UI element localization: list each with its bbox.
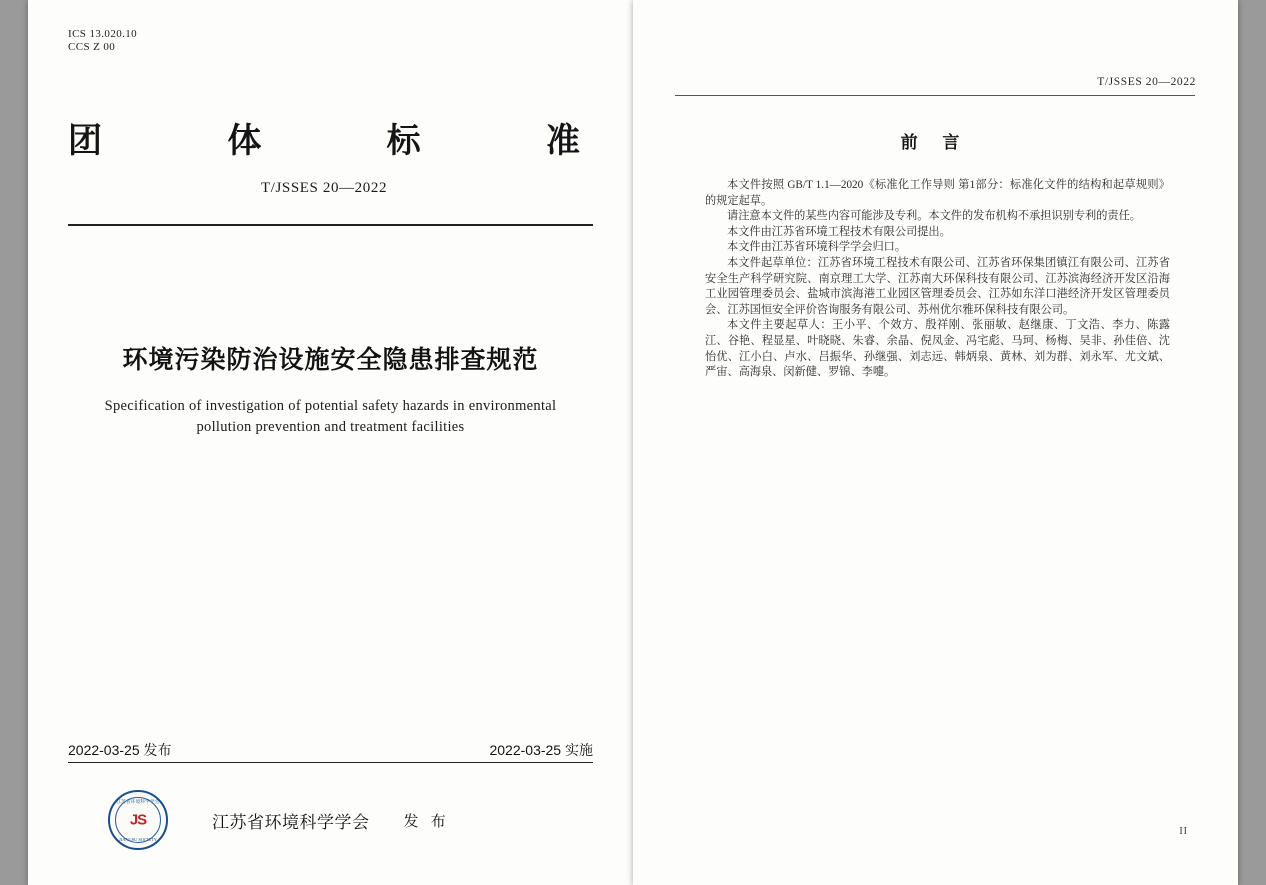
preface-body <box>705 178 1170 381</box>
document-title-cn: 环境污染防治设施安全隐患排查规范 <box>122 346 539 374</box>
heading-char-4: 准 <box>545 122 580 160</box>
preface-page <box>633 0 1238 885</box>
preface-paragraph: 请注意本文件的某些内容可能涉及专利。本文件的发布机构不承担识别专利的责任。 <box>727 210 1141 223</box>
preface-paragraph: 本文件由江苏省环境科学学会归口。 <box>727 241 907 254</box>
preface-title: 前 言 <box>900 133 970 152</box>
preface-paragraph: 本文件主要起草人：王小平、个效方、殷祥刚、张丽敏、赵继康、丁文浩、李力、陈露江、谷艳、程显星、叶晓晓、朱睿、余晶、倪凤金、冯宅彪、马珂、杨梅、吴非、孙佳倍、沈怡优、江小白、卢水、吕振华、孙继强、刘志远、韩炳泉、黄林、刘为群、刘永军、尤文斌、严宙、高海泉、闵新健、罗锦、李嚏。 <box>705 319 1170 379</box>
cover-bottom-rule <box>68 762 593 763</box>
running-head: T/JSSES 20—2022 <box>1097 76 1196 88</box>
date-row <box>68 740 593 760</box>
document-title-en <box>88 396 573 438</box>
page-folio: II <box>1179 826 1188 837</box>
ics-code: ICS 13.020.10 <box>68 28 138 40</box>
preface-paragraph: 本文件由江苏省环境工程技术有限公司提出。 <box>727 225 951 238</box>
implement-date: 2022-03-25 实施 <box>489 742 593 758</box>
standard-number: T/JSSES 20—2022 <box>260 180 388 196</box>
preface-paragraph: 本文件起草单位：江苏省环境工程技术有限公司、江苏省环保集团镇江有限公司、江苏省安全生产科学研究院、南京理工大学、江苏南大环保科技有限公司、江苏滨海经济开发区沿海工业园管理委员会、盐城市滨海港工业园区管理委员会、江苏如东洋口港经济开发区管理委员会、江苏国恒安全评价咨询服务有限公司、苏州优尔雅环保科技有限公司。 <box>705 256 1170 316</box>
title-en-line-1: Specification of investigation of potential safety hazards in environmental <box>104 398 557 414</box>
ics-block <box>68 28 137 54</box>
emblem-core-text: JS <box>129 811 147 829</box>
cover-page <box>28 0 633 885</box>
heading-char-1: 团 <box>68 122 102 160</box>
cover-top-rule <box>68 224 593 226</box>
title-en-line-2: pollution prevention and treatment facilities <box>196 419 465 435</box>
publisher-row <box>88 790 568 850</box>
emblem-bottom-text: JIANGSU SOCIETY <box>119 837 157 842</box>
society-emblem-icon <box>108 790 168 850</box>
heading-char-3: 标 <box>386 122 421 160</box>
ccs-code: CCS Z 00 <box>68 41 116 53</box>
preface-paragraph: 本文件按照 GB/T 1.1—2020《标准化工作导则 第1部分：标准化文件的结构和起草规则》的规定起草。 <box>705 179 1170 207</box>
publisher-name: 江苏省环境科学学会 <box>212 812 370 832</box>
header-rule <box>675 95 1195 96</box>
standard-type-heading <box>68 113 580 162</box>
issue-date: 2022-03-25 发布 <box>68 742 172 758</box>
publish-verb: 发 布 <box>403 812 450 830</box>
emblem-top-text: 江苏省环境科学学会 <box>116 799 160 804</box>
heading-char-2: 体 <box>227 122 262 160</box>
